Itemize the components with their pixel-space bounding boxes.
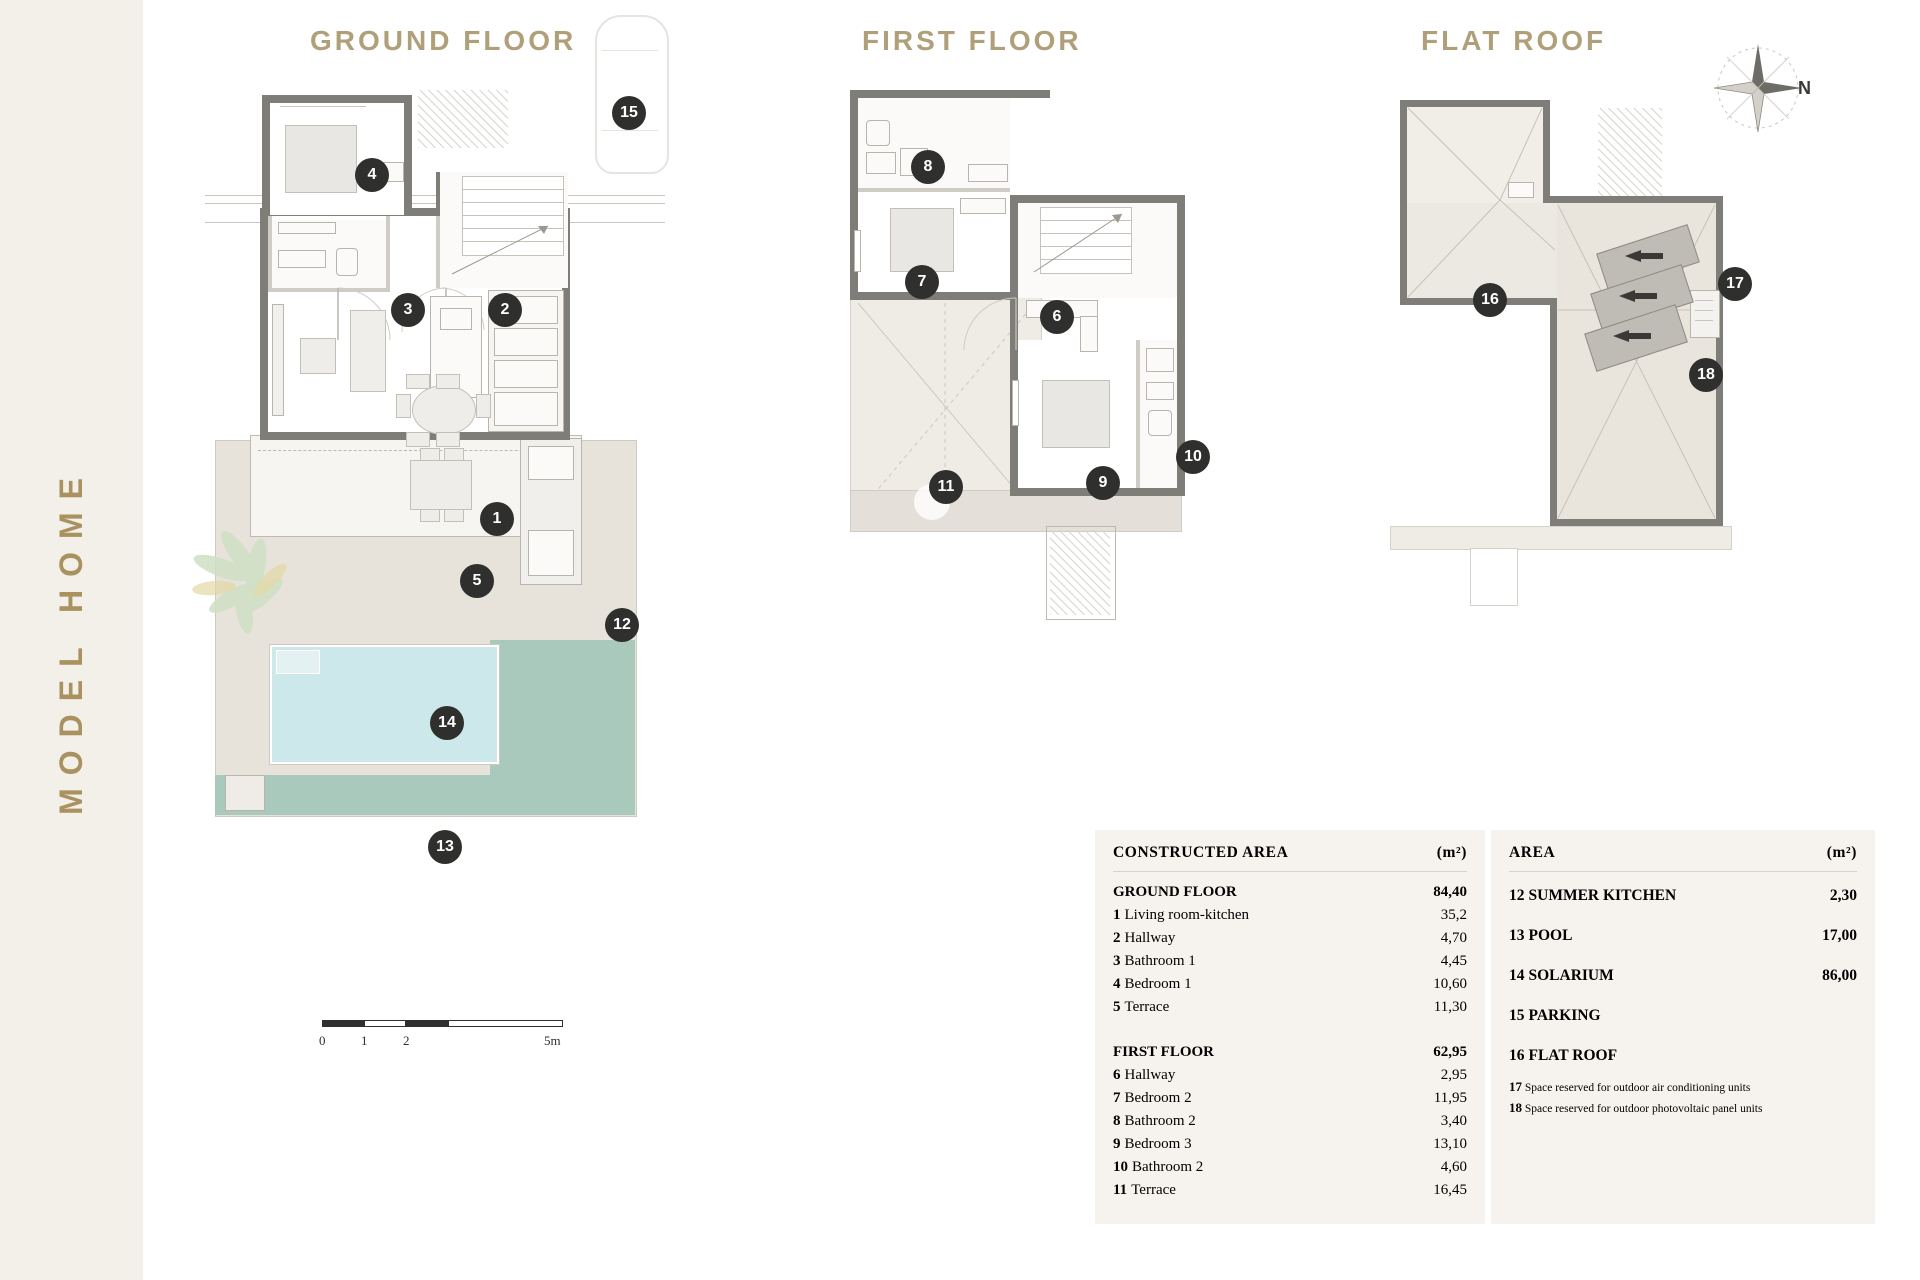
item-number: 14	[1509, 967, 1525, 984]
note-number: 17	[1509, 1079, 1522, 1094]
item-number: 11	[1113, 1182, 1128, 1198]
item-value: 35,2	[1440, 907, 1467, 923]
wardrobe-2	[960, 198, 1006, 214]
area-tables	[1095, 830, 1875, 1224]
item-value: 13,10	[1433, 1136, 1467, 1152]
window	[854, 230, 861, 272]
window	[1012, 380, 1019, 426]
bed-3	[1042, 380, 1110, 448]
compass-north-label: N	[1798, 78, 1811, 98]
dining-table	[412, 385, 476, 435]
area-table	[1485, 830, 1875, 1224]
item-label: Hallway	[1124, 930, 1176, 946]
item-number: 16	[1509, 1047, 1525, 1064]
table-row	[1509, 1001, 1857, 1031]
item-number: 6	[1113, 1067, 1121, 1083]
item-label: Living room-kitchen	[1124, 907, 1250, 923]
item-label: POOL	[1528, 927, 1573, 944]
bathroom-2-vanity	[866, 152, 896, 174]
marker-16[interactable]: 16	[1473, 283, 1507, 317]
marker-7[interactable]: 7	[905, 265, 939, 299]
kitchen-sink	[494, 392, 558, 426]
plan-title-flat-roof: FLAT ROOF	[1421, 25, 1607, 56]
item-value: 2,95	[1440, 1067, 1467, 1083]
bathroom-10-toilet	[1148, 410, 1172, 436]
note-text: Space reserved for outdoor photovoltaic panel units	[1524, 1103, 1763, 1115]
area-note	[1509, 1077, 1857, 1098]
table-row	[1113, 1110, 1467, 1133]
item-value: 16,45	[1433, 1182, 1467, 1198]
bathroom-2-toilet	[866, 120, 890, 146]
tv-unit	[272, 304, 284, 416]
item-label: Bathroom 2	[1124, 1113, 1196, 1129]
item-value: 2,30	[1829, 887, 1857, 904]
item-number: 15	[1509, 1007, 1525, 1024]
marker-17[interactable]: 17	[1718, 267, 1752, 301]
marker-15[interactable]: 15	[612, 96, 646, 130]
item-label: SOLARIUM	[1528, 967, 1614, 984]
marker-10[interactable]: 10	[1176, 440, 1210, 474]
bed-2	[890, 208, 954, 272]
constructed-area-title: CONSTRUCTED AREA	[1113, 844, 1289, 861]
item-number: 9	[1113, 1136, 1121, 1152]
item-value: 4,45	[1440, 953, 1467, 969]
table-row	[1113, 881, 1467, 904]
item-value: 4,60	[1440, 1159, 1467, 1175]
bathroom-1-vanity	[278, 250, 326, 268]
bathroom-1-toilet	[336, 248, 358, 276]
item-label: Bedroom 2	[1124, 1090, 1192, 1106]
item-number: 5	[1113, 999, 1121, 1015]
item-number: 3	[1113, 953, 1121, 969]
constructed-area-header	[1113, 844, 1467, 872]
marker-3[interactable]: 3	[391, 293, 425, 327]
page-title	[0, 0, 143, 1280]
plan-title-first-floor: FIRST FLOOR	[862, 25, 1082, 56]
item-label: Bedroom 1	[1124, 976, 1192, 992]
item-number: 2	[1113, 930, 1121, 946]
table-row	[1113, 1041, 1467, 1064]
item-value: 4,70	[1440, 930, 1467, 946]
area-unit: (m²)	[1826, 844, 1857, 861]
item-number: 4	[1113, 976, 1121, 992]
outdoor-table	[410, 460, 472, 510]
item-label: SUMMER KITCHEN	[1528, 887, 1677, 904]
stair-arrow	[440, 218, 564, 286]
item-number: 13	[1509, 927, 1525, 944]
pool-steps	[276, 650, 320, 674]
item-value: 11,95	[1433, 1090, 1467, 1106]
marker-11[interactable]: 11	[929, 470, 963, 504]
item-value: 3,40	[1440, 1113, 1467, 1129]
table-row	[1113, 904, 1467, 927]
group-total: 84,40	[1433, 884, 1467, 900]
item-label: PARKING	[1528, 1007, 1601, 1024]
table-row	[1509, 1041, 1857, 1071]
driveway-hatch	[418, 90, 508, 148]
table-row	[1113, 1156, 1467, 1179]
item-label: Bathroom 2	[1132, 1159, 1204, 1175]
item-value: 10,60	[1433, 976, 1467, 992]
roof-hatch-detail	[1508, 182, 1534, 198]
sofa	[350, 310, 386, 392]
plant-decoration	[170, 510, 310, 650]
table-row	[1113, 996, 1467, 1019]
item-number: 1	[1113, 907, 1121, 923]
table-row	[1509, 921, 1857, 951]
plan-title-ground-floor: GROUND FLOOR	[310, 25, 577, 56]
area-title: AREA	[1509, 844, 1556, 861]
item-label: Bedroom 3	[1124, 1136, 1192, 1152]
group-total: 62,95	[1433, 1044, 1467, 1060]
item-number: 7	[1113, 1090, 1121, 1106]
bathroom-10-shower	[1146, 348, 1174, 372]
scale-tick-1: 1	[361, 1033, 368, 1048]
flat-roof-plan	[1400, 100, 1820, 660]
bed-1	[285, 125, 357, 193]
note-number: 18	[1509, 1100, 1522, 1115]
marker-12[interactable]: 12	[605, 608, 639, 642]
scale-tick-2: 2	[403, 1033, 410, 1048]
constructed-area-table	[1095, 830, 1485, 1224]
marker-14[interactable]: 14	[430, 706, 464, 740]
kitchen-hob	[494, 328, 558, 356]
marker-4[interactable]: 4	[355, 158, 389, 192]
group-title: GROUND FLOOR	[1113, 884, 1237, 900]
item-value: 86,00	[1822, 967, 1857, 984]
item-value: 11,30	[1433, 999, 1467, 1015]
marker-1[interactable]: 1	[480, 502, 514, 536]
item-label: Hallway	[1124, 1067, 1176, 1083]
marker-5[interactable]: 5	[460, 564, 494, 598]
item-number: 12	[1509, 887, 1525, 904]
table-row	[1113, 1064, 1467, 1087]
coffee-table	[300, 338, 336, 374]
marker-13[interactable]: 13	[428, 830, 462, 864]
page-title-text: MODEL HOME	[53, 465, 89, 815]
table-row	[1113, 973, 1467, 996]
table-row	[1509, 881, 1857, 911]
note-text: Space reserved for outdoor air conditioning units	[1524, 1082, 1751, 1094]
stair-arrow	[1026, 206, 1136, 286]
table-row	[1113, 1133, 1467, 1156]
parking-car-outline	[595, 15, 669, 174]
constructed-area-unit: (m²)	[1436, 844, 1467, 861]
item-label: Terrace	[1131, 1182, 1176, 1198]
scale-tick-5m: 5m	[544, 1033, 561, 1048]
item-label: Bathroom 1	[1124, 953, 1196, 969]
item-value: 17,00	[1822, 927, 1857, 944]
door-swing	[962, 296, 1018, 352]
table-row	[1113, 927, 1467, 950]
item-number: 10	[1113, 1159, 1128, 1175]
item-number: 8	[1113, 1113, 1121, 1129]
marker-18[interactable]: 18	[1689, 358, 1723, 392]
bathroom-10-vanity	[1146, 382, 1174, 400]
panel-arrows	[1585, 230, 1705, 365]
area-note	[1509, 1098, 1857, 1119]
table-row	[1113, 950, 1467, 973]
item-label: Terrace	[1124, 999, 1170, 1015]
scale-tick-0: 0	[319, 1033, 326, 1048]
ground-floor-plan	[250, 90, 810, 1050]
marker-6[interactable]: 6	[1040, 300, 1074, 334]
item-label: FLAT ROOF	[1528, 1047, 1618, 1064]
table-row	[1113, 1179, 1467, 1202]
marker-8[interactable]: 8	[911, 150, 945, 184]
area-header	[1509, 844, 1857, 872]
table-row	[1509, 961, 1857, 991]
marker-2[interactable]: 2	[488, 293, 522, 327]
table-row	[1113, 1087, 1467, 1110]
marker-9[interactable]: 9	[1086, 466, 1120, 500]
scale-bar	[319, 1020, 572, 1060]
group-title: FIRST FLOOR	[1113, 1044, 1214, 1060]
